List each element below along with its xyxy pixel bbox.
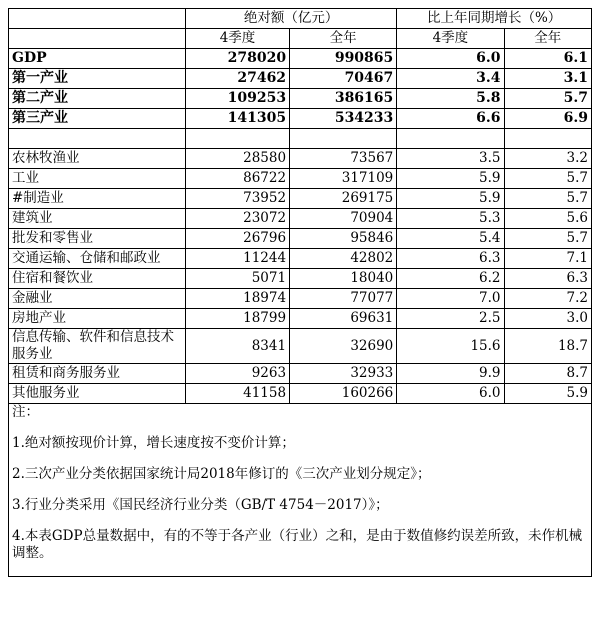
- industry-row: [9, 384, 592, 404]
- row-label: 第三产业: [9, 109, 186, 129]
- year-absolute-cell: 18040: [290, 269, 397, 289]
- q4-absolute-cell: 11244: [185, 249, 289, 269]
- year-absolute-cell: 160266: [290, 384, 397, 404]
- year-growth-cell: 5.7: [504, 189, 592, 209]
- gdp-table: [8, 8, 592, 577]
- year-absolute-cell: 95846: [290, 229, 397, 249]
- q4-growth-cell: 6.0: [397, 384, 504, 404]
- year-absolute-cell: 69631: [290, 309, 397, 329]
- year-absolute-cell: 32933: [290, 364, 397, 384]
- spacer-cell: [9, 129, 186, 149]
- row-label: 工业: [9, 169, 186, 189]
- q4-growth-cell: 6.2: [397, 269, 504, 289]
- q4-absolute-cell: 109253: [185, 89, 289, 109]
- q4-growth-cell: 5.9: [397, 189, 504, 209]
- row-label: GDP: [9, 49, 186, 69]
- q4-absolute-cell: 27462: [185, 69, 289, 89]
- header-corner-cell: [9, 9, 186, 29]
- industry-row: [9, 329, 592, 364]
- note-item: 3.行业分类采用《国民经济行业分类（GB/T 4754－2017）》；: [12, 497, 389, 513]
- year-growth-cell: 3.2: [504, 149, 592, 169]
- q4-growth-cell: 6.3: [397, 249, 504, 269]
- year-absolute-cell: 269175: [290, 189, 397, 209]
- industry-row: [9, 364, 592, 384]
- row-label: 农林牧渔业: [9, 149, 186, 169]
- q4-growth-cell: 6.6: [397, 109, 504, 129]
- note-item: 4.本表GDP总量数据中，有的不等于各产业（行业）之和，是由于数值修约误差所致，未作机械调整。: [12, 528, 583, 561]
- row-label: 租赁和商务服务业: [9, 364, 186, 384]
- industry-row: [9, 229, 592, 249]
- year-absolute-cell: 534233: [290, 109, 397, 129]
- year-absolute-cell: 32690: [290, 329, 397, 364]
- q4-absolute-cell: 8341: [185, 329, 289, 364]
- summary-row: [9, 69, 592, 89]
- q4-absolute-cell: 41158: [185, 384, 289, 404]
- row-label: 第二产业: [9, 89, 186, 109]
- q4-absolute-cell: 86722: [185, 169, 289, 189]
- notes-row: [9, 404, 592, 577]
- header-abs-year: 全年: [290, 29, 397, 49]
- industry-row: [9, 269, 592, 289]
- year-absolute-cell: 70467: [290, 69, 397, 89]
- year-absolute-cell: 386165: [290, 89, 397, 109]
- q4-absolute-cell: 26796: [185, 229, 289, 249]
- spacer-cell: [397, 129, 504, 149]
- year-absolute-cell: 317109: [290, 169, 397, 189]
- row-label: 住宿和餐饮业: [9, 269, 186, 289]
- year-absolute-cell: 77077: [290, 289, 397, 309]
- header-row-groups: [9, 9, 592, 29]
- header-growth-q4: 4季度: [397, 29, 504, 49]
- note-item: 2.三次产业分类依据国家统计局2018年修订的《三次产业划分规定》；: [12, 466, 431, 482]
- q4-absolute-cell: 73952: [185, 189, 289, 209]
- row-label: 其他服务业: [9, 384, 186, 404]
- q4-growth-cell: 5.4: [397, 229, 504, 249]
- industry-row: [9, 289, 592, 309]
- year-growth-cell: 5.6: [504, 209, 592, 229]
- summary-row: [9, 89, 592, 109]
- year-growth-cell: 6.3: [504, 269, 592, 289]
- q4-absolute-cell: 9263: [185, 364, 289, 384]
- row-label: #制造业: [9, 189, 186, 209]
- spacer-row: [9, 129, 592, 149]
- q4-absolute-cell: 278020: [185, 49, 289, 69]
- note-item: 1.绝对额按现价计算，增长速度按不变价计算；: [12, 435, 295, 451]
- year-absolute-cell: 73567: [290, 149, 397, 169]
- year-growth-cell: 6.9: [504, 109, 592, 129]
- row-label: 第一产业: [9, 69, 186, 89]
- industry-row: [9, 149, 592, 169]
- row-label: 建筑业: [9, 209, 186, 229]
- header-corner-cell: [9, 29, 186, 49]
- header-growth-group: 比上年同期增长（%）: [397, 9, 592, 29]
- q4-growth-cell: 2.5: [397, 309, 504, 329]
- q4-growth-cell: 9.9: [397, 364, 504, 384]
- row-label: 信息传输、软件和信息技术服务业: [9, 329, 186, 364]
- year-growth-cell: 5.7: [504, 169, 592, 189]
- industry-row: [9, 209, 592, 229]
- industry-row: [9, 309, 592, 329]
- header-growth-year: 全年: [504, 29, 592, 49]
- q4-absolute-cell: 5071: [185, 269, 289, 289]
- table-body: [9, 9, 592, 577]
- year-growth-cell: 5.7: [504, 89, 592, 109]
- q4-growth-cell: 5.8: [397, 89, 504, 109]
- year-growth-cell: 6.1: [504, 49, 592, 69]
- year-growth-cell: 5.7: [504, 229, 592, 249]
- q4-growth-cell: 6.0: [397, 49, 504, 69]
- notes-cell: [9, 404, 592, 577]
- industry-row: [9, 249, 592, 269]
- q4-growth-cell: 3.4: [397, 69, 504, 89]
- q4-absolute-cell: 18974: [185, 289, 289, 309]
- industry-row: [9, 169, 592, 189]
- year-absolute-cell: 42802: [290, 249, 397, 269]
- summary-row: [9, 109, 592, 129]
- summary-row: [9, 49, 592, 69]
- notes-title: 注：: [12, 404, 39, 420]
- year-absolute-cell: 70904: [290, 209, 397, 229]
- year-growth-cell: 3.1: [504, 69, 592, 89]
- year-growth-cell: 18.7: [504, 329, 592, 364]
- row-label: 房地产业: [9, 309, 186, 329]
- spacer-cell: [185, 129, 289, 149]
- year-growth-cell: 7.2: [504, 289, 592, 309]
- q4-absolute-cell: 28580: [185, 149, 289, 169]
- q4-growth-cell: 3.5: [397, 149, 504, 169]
- header-abs-q4: 4季度: [185, 29, 289, 49]
- year-growth-cell: 3.0: [504, 309, 592, 329]
- industry-row: [9, 189, 592, 209]
- header-row-periods: [9, 29, 592, 49]
- q4-growth-cell: 7.0: [397, 289, 504, 309]
- year-growth-cell: 7.1: [504, 249, 592, 269]
- q4-absolute-cell: 18799: [185, 309, 289, 329]
- row-label: 批发和零售业: [9, 229, 186, 249]
- spacer-cell: [504, 129, 592, 149]
- year-growth-cell: 8.7: [504, 364, 592, 384]
- header-absolute-group: 绝对额（亿元）: [185, 9, 396, 29]
- row-label: 金融业: [9, 289, 186, 309]
- q4-growth-cell: 15.6: [397, 329, 504, 364]
- year-absolute-cell: 990865: [290, 49, 397, 69]
- q4-absolute-cell: 23072: [185, 209, 289, 229]
- q4-absolute-cell: 141305: [185, 109, 289, 129]
- year-growth-cell: 5.9: [504, 384, 592, 404]
- q4-growth-cell: 5.3: [397, 209, 504, 229]
- spacer-cell: [290, 129, 397, 149]
- row-label: 交通运输、仓储和邮政业: [9, 249, 186, 269]
- q4-growth-cell: 5.9: [397, 169, 504, 189]
